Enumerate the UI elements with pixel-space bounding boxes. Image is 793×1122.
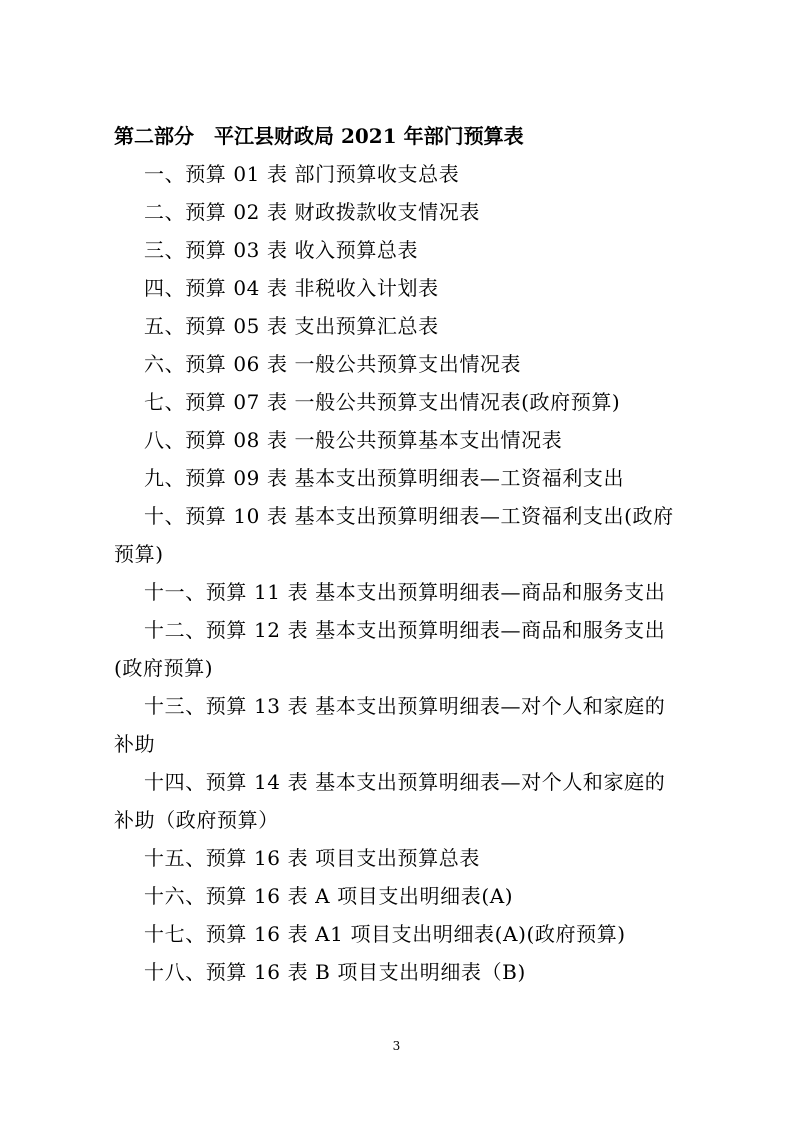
list-item: 八、预算 08 表 一般公共预算基本支出情况表: [144, 428, 563, 452]
list-item: 九、预算 09 表 基本支出预算明细表—工资福利支出: [144, 466, 625, 490]
list-item: 四、预算 04 表 非税收入计划表: [144, 276, 439, 300]
list-item: 十六、预算 16 表 A 项目支出明细表(A): [144, 884, 514, 908]
list-item: 六、预算 06 表 一般公共预算支出情况表: [144, 352, 522, 376]
page-content: [114, 117, 685, 991]
list-item: 十四、预算 14 表 基本支出预算明细表—对个人和家庭的补助（政府预算）: [114, 770, 666, 832]
list-item: 二、预算 02 表 财政拨款收支情况表: [144, 200, 480, 224]
list-item: 一、预算 01 表 部门预算收支总表: [144, 162, 460, 186]
table-list: [114, 155, 685, 991]
list-item: 十一、预算 11 表 基本支出预算明细表—商品和服务支出: [144, 580, 666, 604]
section-title: 第二部分 平江县财政局 2021 年部门预算表: [114, 124, 524, 148]
list-item: 十三、预算 13 表 基本支出预算明细表—对个人和家庭的补助: [114, 694, 666, 756]
list-item: 十八、预算 16 表 B 项目支出明细表（B): [144, 960, 526, 984]
list-item: 三、预算 03 表 收入预算总表: [144, 238, 419, 262]
list-item: 十五、预算 16 表 项目支出预算总表: [144, 846, 480, 870]
list-item: 十二、预算 12 表 基本支出预算明细表—商品和服务支出(政府预算): [114, 618, 666, 680]
list-item: 五、预算 05 表 支出预算汇总表: [144, 314, 439, 338]
list-item: 十七、预算 16 表 A1 项目支出明细表(A)(政府预算): [144, 922, 626, 946]
page-number: 3: [392, 1039, 401, 1053]
list-item: 十、预算 10 表 基本支出预算明细表—工资福利支出(政府预算): [114, 504, 674, 566]
list-item: 七、预算 07 表 一般公共预算支出情况表(政府预算): [144, 390, 621, 414]
